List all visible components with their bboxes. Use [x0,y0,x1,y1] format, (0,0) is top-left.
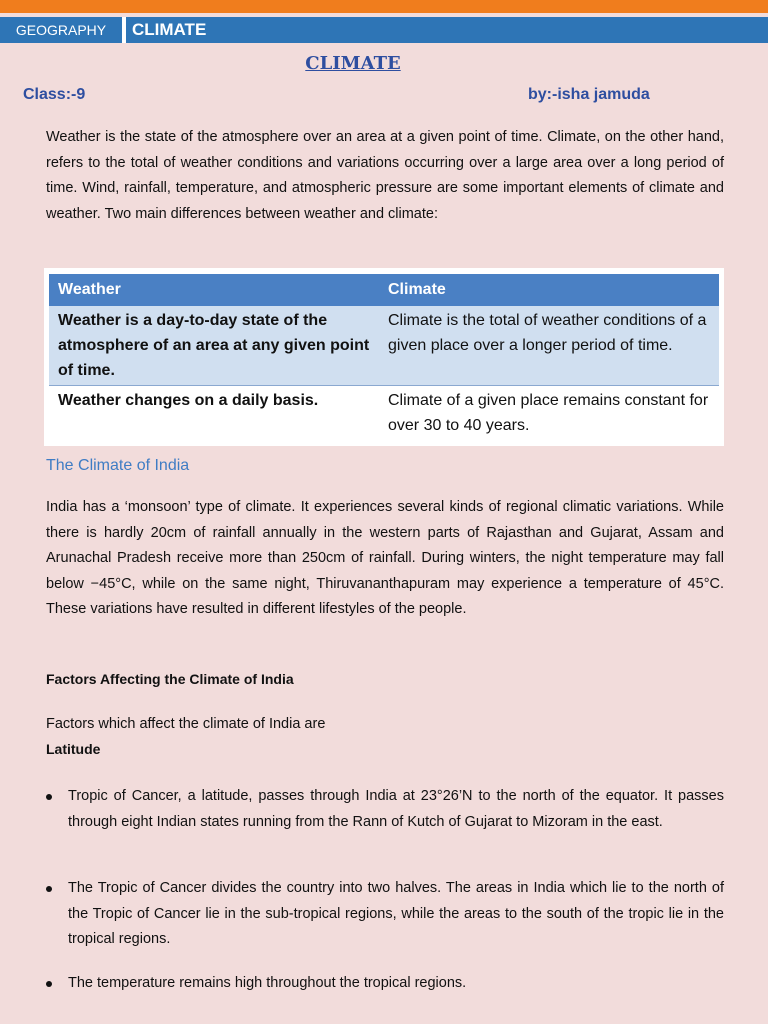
bullet-icon [46,794,52,800]
latitude-heading: Latitude [46,741,101,757]
class-label: Class:-9 [23,86,86,103]
top-accent-bar [0,0,768,13]
section-heading: The Climate of India [46,457,190,474]
list-item: The Tropic of Cancer divides the country into two halves. The areas in India which lie to the north of the Tropic of Cancer lie in the sub-tropical regions, while the areas to the south of the tropic lie in the tropical regions. [68,880,724,947]
list-item: Tropic of Cancer, a latitude, passes through India at 23°26’N to the north of the equator. It passes through eight Indian states running from the Rann of Kutch of Gujarat to Mizoram in the east. [68,788,724,830]
author-label: by:-isha jamuda [528,86,650,103]
bullet-icon [46,981,52,987]
header-divider [122,17,126,43]
table-cell-climate: Climate of a given place remains constant for over 30 to 40 years. [379,386,719,441]
comparison-table-container [44,268,724,446]
table-cell-weather: Weather changes on a daily basis. [49,386,379,441]
factors-intro: Factors which affect the climate of India are [46,716,326,732]
header-topic-label: CLIMATE [132,20,207,39]
table-header-weather: Weather [49,274,379,306]
table-cell-weather: Weather is a day-to-day state of the atmosphere of an area at any given point of time. [49,306,379,386]
page-title: CLIMATE [305,53,401,74]
intro-paragraph: Weather is the state of the atmosphere over an area at a given point of time. Climate, on the other hand, refers to the total of weather conditions and variations occurring over a large area over a long period of time. Wind, rainfall, temperature, and atmospheric pressure are some important elements of climate and weather. Two main differences between weather and climate: [46,129,724,222]
comparison-table [49,274,719,440]
table-row [49,386,719,441]
list-item: The temperature remains high throughout the tropical regions. [68,975,467,991]
india-climate-paragraph: India has a ‘monsoon’ type of climate. It experiences several kinds of regional climatic variations. While there is hardly 20cm of rainfall annually in the western parts of Rajasthan and Gujarat, Assam and Arunachal Pradesh receive more than 250cm of rainfall. During winters, the night temperature may fall below −45°C, while on the same night, Thiruvananthapuram may experience a temperature of 45°C. These variations have resulted in different lifestyles of the people. [46,499,724,617]
table-row [49,306,719,386]
bullet-icon [46,886,52,892]
table-cell-climate: Climate is the total of weather conditions of a given place over a longer period of time. [379,306,719,386]
document-header [0,17,768,43]
header-section-label: GEOGRAPHY [15,22,107,38]
table-header-climate: Climate [379,274,719,306]
factors-heading: Factors Affecting the Climate of India [46,671,294,687]
